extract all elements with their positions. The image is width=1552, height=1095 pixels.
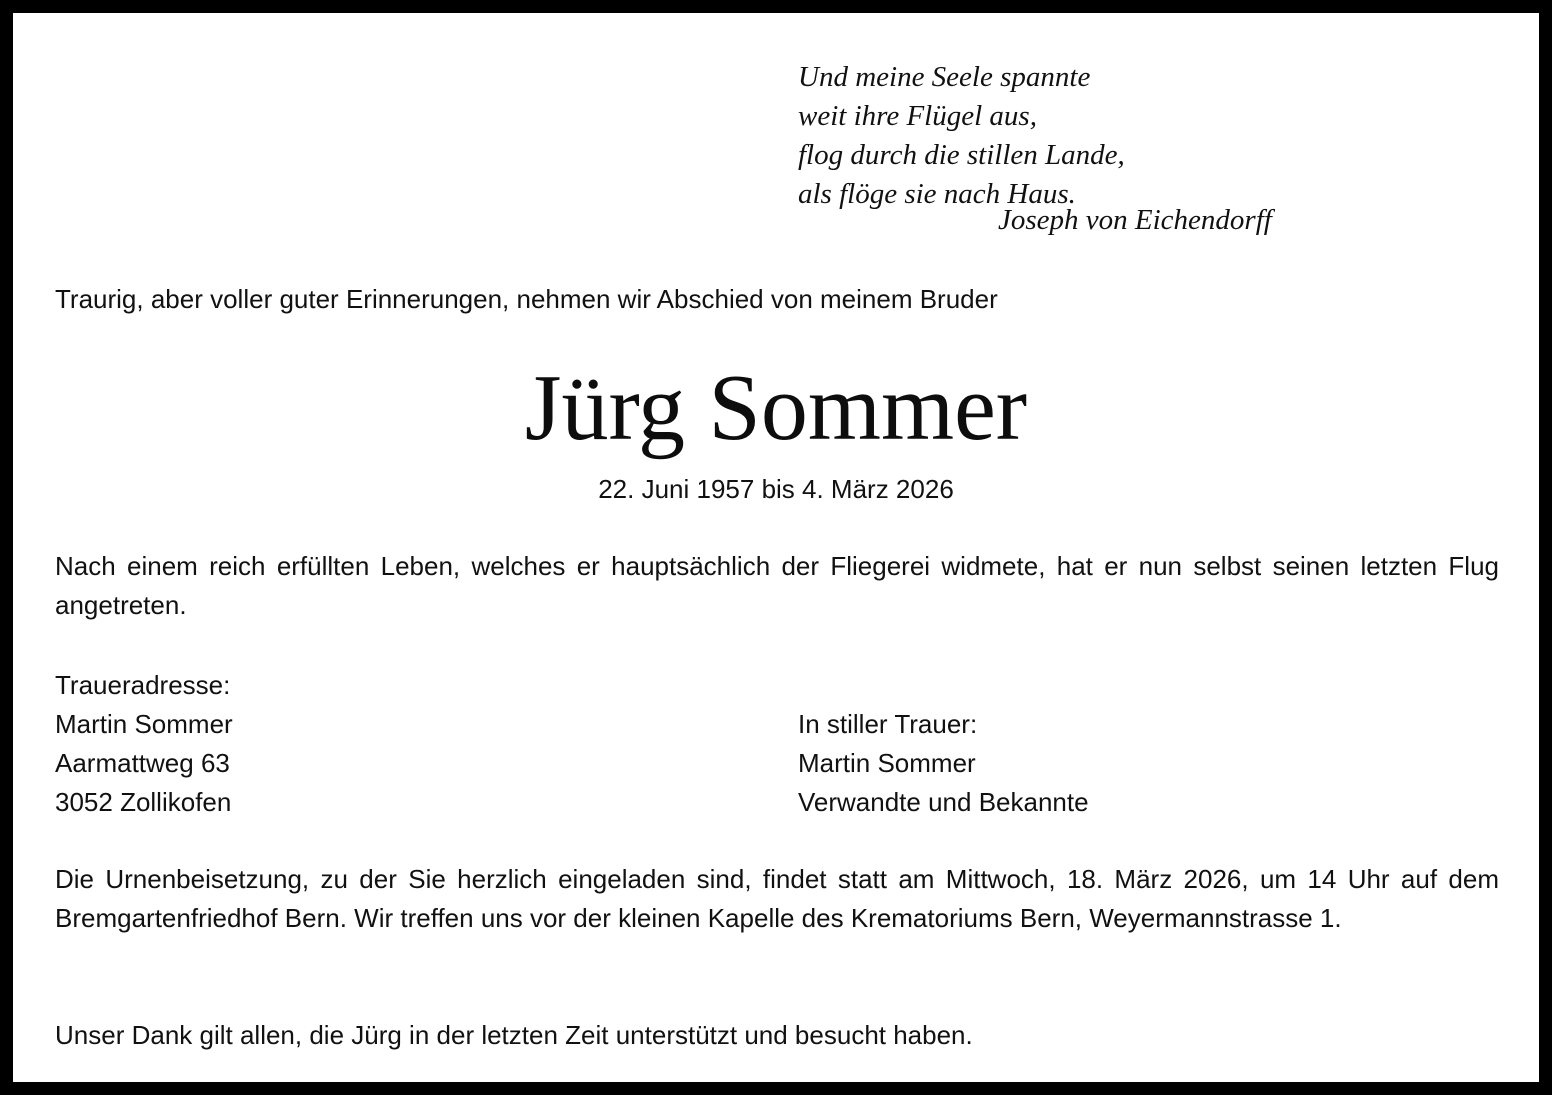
obituary-card [13, 13, 1539, 1082]
poem-author: Joseph von Eichendorff [998, 204, 1272, 236]
poem-line: flog durch die stillen Lande, [798, 139, 1125, 171]
life-dates: 22. Juni 1957 bis 4. März 2026 [598, 474, 954, 504]
mourners-block [798, 705, 1089, 822]
poem-line: weit ihre Flügel aus, [798, 100, 1037, 132]
intro-text: Traurig, aber voller guter Erinnerungen, nehmen wir Abschied von meinem Bruder [55, 284, 998, 314]
burial-paragraph: Die Urnenbeisetzung, zu der Sie herzlich eingeladen sind, findet statt am Mittwoch, 18. März 2026, um 14 Uhr auf dem Bremgartenfriedhof Bern. Wir treffen uns vor der kleinen Kapelle des Krematoriums Bern, Weyermannstrasse 1. [55, 864, 1499, 933]
thanks-paragraph: Unser Dank gilt allen, die Jürg in der letzten Zeit unterstützt und besucht haben. [55, 1020, 973, 1050]
mourners-heading: In stiller Trauer: [798, 709, 978, 739]
address-street: Aarmattweg 63 [55, 748, 230, 778]
address-name: Martin Sommer [55, 709, 233, 739]
address-heading: Traueradresse: [55, 670, 231, 700]
mourner-name: Verwandte und Bekannte [798, 787, 1089, 817]
mourner-name: Martin Sommer [798, 748, 976, 778]
poem-line: Und meine Seele spannte [798, 61, 1091, 93]
poem-line: als flöge sie nach Haus. [798, 178, 1076, 210]
deceased-name: Jürg Sommer [524, 356, 1028, 460]
address-city: 3052 Zollikofen [55, 787, 232, 817]
poem [798, 58, 1125, 214]
mourning-address [55, 666, 233, 822]
life-paragraph: Nach einem reich erfüllten Leben, welches er hauptsächlich der Fliegerei widmete, hat er nun selbst seinen letzten Flug angetreten. [55, 551, 1499, 620]
